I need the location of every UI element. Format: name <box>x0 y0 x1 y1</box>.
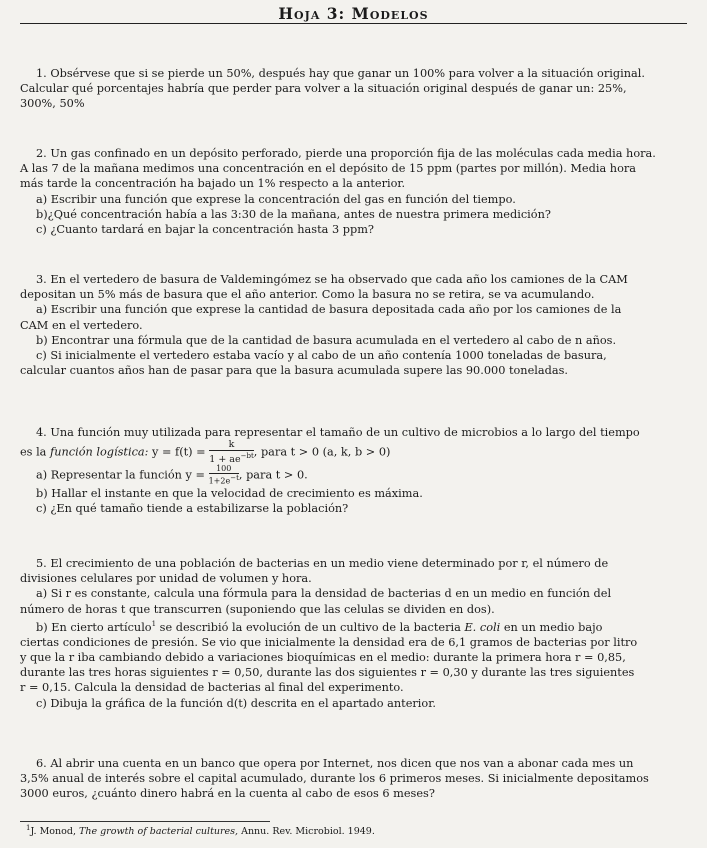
q4-part-a-post: , para t > 0. <box>238 468 308 482</box>
title-rule <box>20 23 687 24</box>
q5-part-b-line-3: y que la r iba cambiando debido a variaciones bioquímicas en el medio: durante la primera hora r = 0,85, <box>20 650 626 664</box>
q4-logistic-term: función logística: <box>50 445 149 459</box>
footnote-rule <box>20 821 270 822</box>
q5-b1-mid: se describió la evolución de un cultivo de la bacteria <box>156 620 465 634</box>
q4-line-1: 4. Una función muy utilizada para representar el tamaño de un cultivo de microbios a lo largo del tiempo <box>36 426 640 439</box>
footnote-title: The growth of bacterial cultures, <box>79 826 239 838</box>
q5-part-b-line-1 <box>20 617 673 635</box>
question-1 <box>20 66 673 112</box>
question-4 <box>20 425 673 516</box>
q6-line-1: 6. Al abrir una cuenta en un banco que opera por Internet, nos dicen que nos van a abonar cada mes un <box>36 757 634 770</box>
q4-part-a <box>20 465 673 486</box>
q3-part-a-line-1: a) Escribir una función que exprese la cantidad de basura depositada cada año por los camiones de la <box>36 303 622 317</box>
q2-line-2: A las 7 de la mañana medimos una concentración en el depósito de 15 ppm (partes por millón). Media hora <box>20 162 637 176</box>
question-6 <box>20 756 673 802</box>
q4-part-a-numerator: 100 <box>209 465 239 474</box>
page-title: Hoja 3: Modelos <box>278 4 429 23</box>
question-3 <box>20 272 673 378</box>
q4-part-a-den-exponent: −t <box>230 474 239 483</box>
q2-line-3: más tarde la concentración ha bajado un 1% respecto a la anterior. <box>20 177 406 191</box>
footnote-ref: 1 <box>151 619 157 628</box>
q2-line-1: 2. Un gas confinado en un depósito perforado, pierde una proporción fija de las moléculas cada media hora. <box>36 147 656 160</box>
q4-denominator-exponent: −bt <box>240 452 254 461</box>
q3-line-2: depositan un 5% más de basura que el año anterior. Como la basura no se retira, se va acumulando. <box>20 288 595 302</box>
q3-part-c-line-1: c) Si inicialmente el vertedero estaba vacío y al cabo de un año contenía 1000 toneladas de basura, <box>36 349 607 363</box>
q5-b1-pre: b) En cierto artículo <box>36 620 152 634</box>
footnote-marker: 1 <box>26 824 31 832</box>
q5-part-a-line-2: número de horas t que transcurren (suponiendo que las celulas se dividen en dos). <box>20 602 495 616</box>
q6-line-2: 3,5% anual de interés sobre el capital acumulado, durante los 6 primeros meses. Si inicialmente depositamos <box>20 772 649 786</box>
q4-equation-lhs: y = f(t) = <box>148 445 210 459</box>
q3-part-b: b) Encontrar una fórmula que de la cantidad de basura acumulada en el vertedero al cabo de n años. <box>36 333 617 347</box>
q4-part-a-denominator <box>209 474 239 486</box>
q4-part-b: b) Hallar el instante en que la velocidad de crecimiento es máxima. <box>36 487 423 501</box>
q4-line-2-pre: es la <box>20 445 51 459</box>
q4-part-c: c) ¿En qué tamaño tiende a estabilizarse la población? <box>36 502 349 516</box>
q5-part-b-line-5: r = 0,15. Calcula la densidad de bacterias al final del experimento. <box>20 681 404 695</box>
q1-line-3: 300%, 50% <box>20 97 85 111</box>
q5-part-a-line-1: a) Si r es constante, calcula una fórmula para la densidad de bacterias d en un medio en función del <box>36 587 612 601</box>
q4-line-2 <box>20 440 673 465</box>
q4-line-2-post: , para t > 0 (a, k, b > 0) <box>253 445 391 459</box>
q5-part-b-line-4: durante las tres horas siguientes r = 0,50, durante las dos siguientes r = 0,30 y durante las tres siguientes <box>20 666 635 680</box>
q4-part-a-pre: a) Representar la función y = <box>36 468 209 482</box>
q4-part-a-fraction <box>209 465 239 486</box>
q2-part-a: a) Escribir una función que exprese la concentración del gas en función del tiempo. <box>36 192 516 206</box>
q4-denominator-base: 1 + ae <box>209 454 241 466</box>
q1-line-1: 1. Obsérvese que si se pierde un 50%, después hay que ganar un 100% para volver a la situación original. <box>36 67 645 80</box>
q5-b1-post: en un medio bajo <box>500 620 603 634</box>
footnote-author: J. Monod, <box>30 826 79 838</box>
footnote-journal: Annu. Rev. Microbiol. 1949. <box>238 826 375 838</box>
q2-part-c: c) ¿Cuanto tardará en bajar la concentración hasta 3 ppm? <box>36 223 374 237</box>
q6-line-3: 3000 euros, ¿cuánto dinero habrá en la cuenta al cabo de esos 6 meses? <box>20 787 435 801</box>
q3-part-a-line-2: CAM en el vertedero. <box>20 318 143 332</box>
q5-part-c: c) Dibuja la gráfica de la función d(t) descrita en el apartado anterior. <box>36 696 436 710</box>
q4-logistic-fraction <box>209 440 254 465</box>
q5-line-2: divisiones celulares por unidad de volumen y hora. <box>20 572 312 586</box>
question-2 <box>20 146 673 237</box>
q4-part-a-den-base: 1+2e <box>208 477 231 487</box>
q3-part-c-line-2: calcular cuantos años han de pasar para que la basura acumulada supere las 90.000 toneladas. <box>20 364 568 378</box>
q2-part-b: b)¿Qué concentración había a las 3:30 de la mañana, antes de nuestra primera medición? <box>36 207 551 221</box>
footnote <box>26 824 375 837</box>
q4-fraction-numerator: k <box>209 440 254 451</box>
question-5 <box>20 556 673 711</box>
q5-ecoli-term: E. coli <box>464 620 501 634</box>
q5-part-b-line-2: ciertas condiciones de presión. Se vio que inicialmente la densidad era de 6,1 gramos de bacterias por litro <box>20 635 638 649</box>
q5-line-1: 5. El crecimiento de una población de bacterias en un medio viene determinado por r, el número de <box>36 557 609 570</box>
q3-line-1: 3. En el vertedero de basura de Valdemingómez se ha observado que cada año los camiones de la CAM <box>36 273 628 286</box>
q1-line-2: Calcular qué porcentajes habría que perder para volver a la situación original después de ganar un: 25%, <box>20 82 627 96</box>
q4-fraction-denominator <box>209 451 254 465</box>
